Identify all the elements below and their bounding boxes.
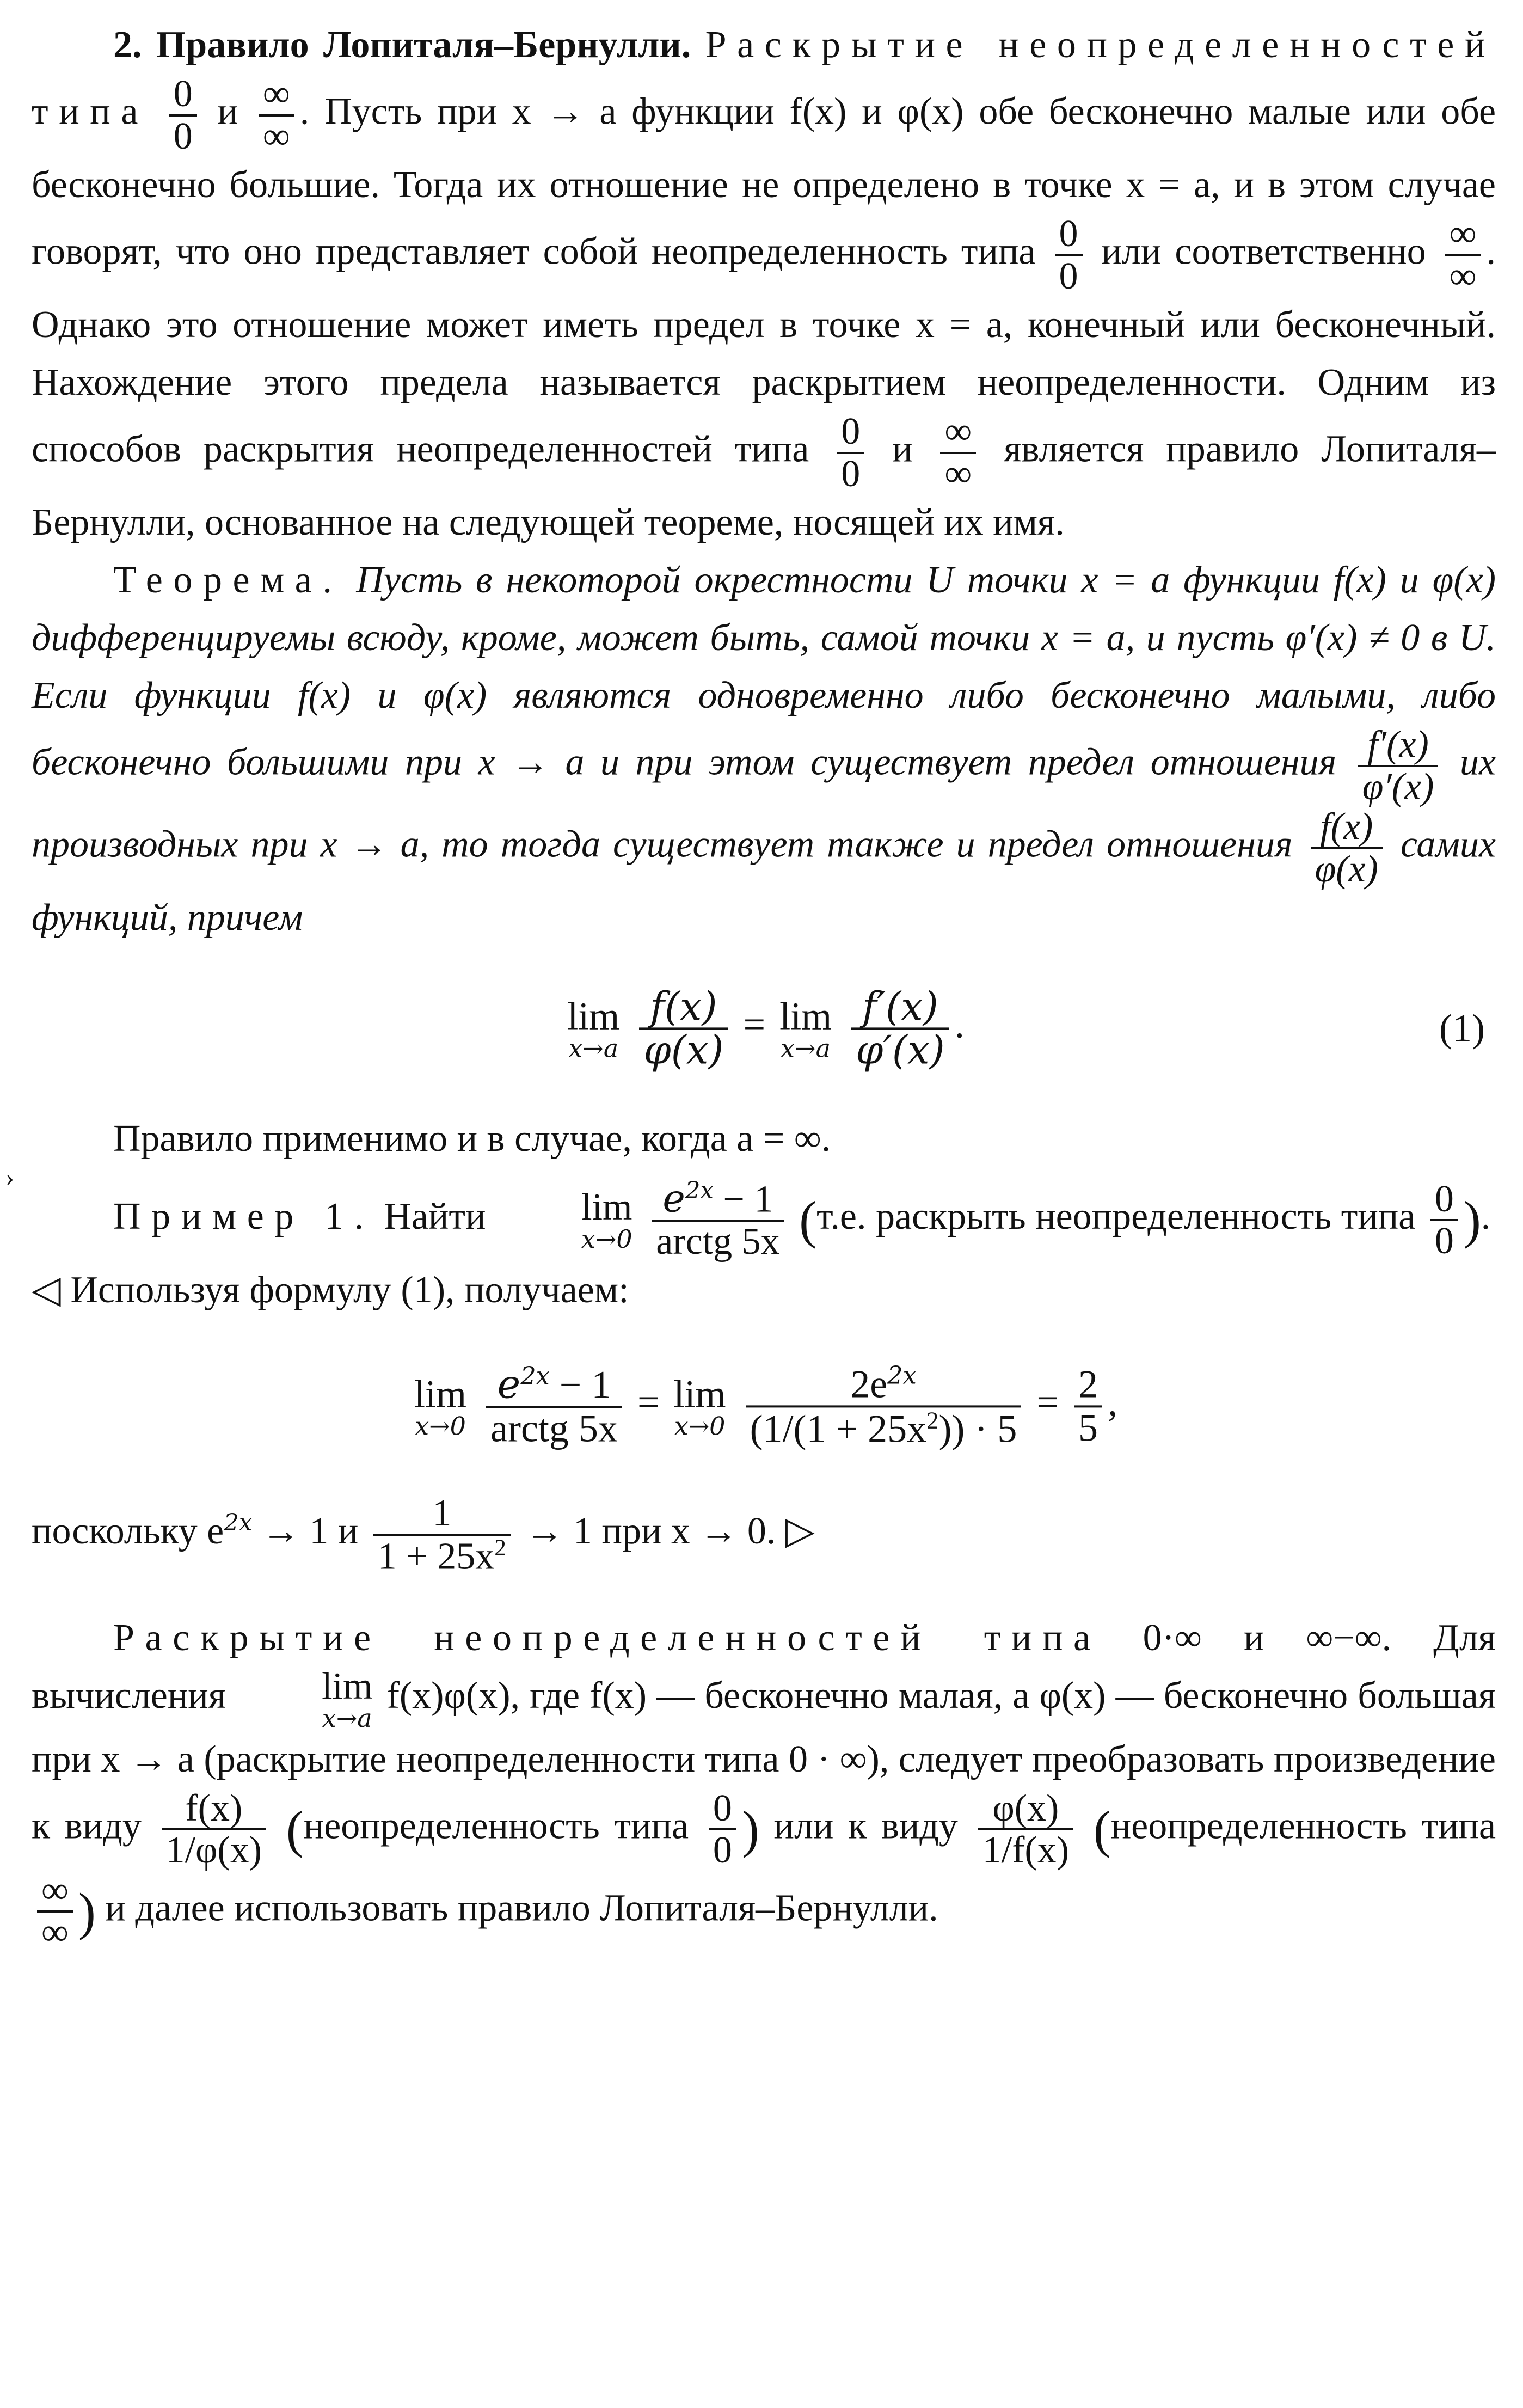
fraction-inf-over-inf: $\frac{\infty}{\infty}$ — [1445, 214, 1481, 296]
theorem-text-3: самих функций, причем — [32, 823, 1496, 939]
solution-start: ◁ Используя формулу (1), получаем: — [32, 1269, 629, 1312]
theorem-derivative-ratio: $\frac{f'(x)}{\varphi'(x)}$ — [1358, 725, 1439, 807]
formula-1-number: (1) — [1439, 1006, 1485, 1050]
fraction-zero-over-zero: $\frac{0}{0}$ — [169, 74, 197, 156]
fraction-inf-over-inf: $\frac{\infty}{\infty}$ — [259, 74, 294, 156]
example-fraction: $\frac{e^{2x} - 1}{\text{arctg 5x}}$ — [652, 1179, 784, 1261]
formula-2: lim x→0 $\frac{e^{2x} - 1}{\text{arctg 5x}}$ = lim x→0 $\frac{2e^{2x}}{(1/(1 + 25x^2)) \cdot 5}$ = $\frac{2}{5}$ , — [414, 1361, 1117, 1451]
fraction-inf-over-inf: $\frac{\infty}{\infty}$ — [940, 412, 976, 494]
indeterminacy-spaced: Раскрытие неопределенностей типа — [113, 1616, 1101, 1659]
limit-operator: lim x→a — [322, 1665, 373, 1733]
page — [5, 16, 1496, 1954]
fraction-zero-over-zero: $\frac{0}{0}$ — [1430, 1179, 1458, 1261]
formula-1: lim x→a $\frac{f(x)}{\varphi(x)}$ = lim x→a $\frac{f'(x)}{\varphi'(x)}$ . (1) — [567, 983, 1485, 1073]
theorem-paragraph — [32, 552, 1496, 947]
theorem-text-2: их производных при x → a, то тогда существует также и предел отношения — [32, 741, 1496, 866]
example-paragraph: Пример 1. Найти lim x→0 $\frac{e^{2x} - 1}{\text{arctg 5x}}$ (т.е. раскрыть неопределенность типа $\frac{0}{0}$ ). — [113, 1176, 1491, 1263]
formula-2-left-fraction: $\frac{e^{2x} - 1}{\text{arctg 5x}}$ — [486, 1364, 622, 1449]
fraction-inf-over-inf: $\frac{\infty}{\infty}$ — [37, 1871, 73, 1953]
formula-1-left-fraction: $\frac{f(x)}{\varphi(x)}$ — [639, 986, 728, 1070]
example-paren-text: т.е. раскрыть неопределенность — [816, 1196, 1332, 1238]
theorem-text-1: Пусть в некоторой окрестности U точки x = a функции f(x) и φ(x) дифференцируемы всюду, кроме, может быть, самой точки x = a, и пусть φ′(x) ≠ 0 в U. Если функции f(x) и φ(x) являются одновременно либо бесконечно малыми, либо бесконечно большими при x → a и при этом существует предел отношения — [32, 559, 1496, 783]
fraction-zero-over-zero: $\frac{0}{0}$ — [709, 1788, 736, 1871]
example-label: Пример 1. — [113, 1196, 374, 1238]
intro-text-a: . Пусть при x → a функции f(x) и φ(x) обе бесконечно малые или обе бесконечно большие. Тогда их отношение не определено в точке x = a, и в этом случае говорят, что оно представляет собой неопределенность типа — [32, 90, 1496, 273]
indeterminacy-fraction-1: $\frac{f(x)}{1/\varphi(x)}$ — [162, 1788, 266, 1871]
rule-note: Правило применимо и в случае, когда a = ∞. — [113, 1118, 831, 1160]
limit-operator: lim x→a — [567, 994, 620, 1063]
intro-spaced-text: Раскрытие неопределенностей типа — [32, 24, 1496, 133]
intro-text-c: является правило Лопиталя–Бернулли, основанное на следующей теореме, носящей их имя. — [32, 428, 1496, 543]
indeterminacy-fraction-2: $\frac{\varphi(x)}{1/f(x)}$ — [978, 1788, 1073, 1871]
limit-operator: lim x→0 — [414, 1372, 467, 1441]
example-block — [5, 1163, 1496, 1319]
fraction-zero-over-zero: $\frac{0}{0}$ — [1055, 214, 1083, 296]
since-fraction: $\frac{1}{1 + 25x^2}$ — [373, 1493, 511, 1576]
intro-paragraph: 2. Правило Лопиталя–Бернулли. Раскрытие неопределенностей типа $\frac{0}{0}$ и $\frac{\infty}{\infty}$ . Пусть при x → a функции f(x) и φ(x) обе бесконечно малые или обе бесконечно большие. Тогда их отношение не определено в точке x = a, и в этом случае говорят, что оно представляет собой неопределенность типа $\frac{0}{0}$ или соответственно $\frac{\infty}{\infty}$ . Однако это отношение может иметь предел в точке x = a, конечный или бесконечный. Нахождение этого предела называется раскрытием неопределенности. Одним из способов раскрытия неопределенностей типа $\frac{0}{0}$ и $\frac{\infty}{\infty}$ является правило Лопиталя–Бернулли, основанное на следующей теореме, носящей их имя. — [32, 24, 1496, 543]
intro-text-b: . Однако это отношение может иметь предел в точке x = a, конечный или бесконечный. Нахождение этого предела называется раскрытием неопределенности. Одним из способов раскрытия неопределенностей типа — [32, 230, 1496, 470]
limit-operator: lim x→0 — [673, 1372, 726, 1441]
fraction-zero-over-zero: $\frac{0}{0}$ — [837, 412, 864, 494]
theorem-function-ratio: $\frac{f(x)}{\varphi(x)}$ — [1311, 807, 1383, 889]
section-heading: 2. Правило Лопиталя–Бернулли. — [113, 24, 691, 66]
margin-mark: › — [5, 1163, 14, 1192]
indeterminacy-paragraph: Раскрытие неопределенностей типа 0·∞ и ∞−∞. Для вычисления lim x→a f(x)φ(x), где f(x) — бесконечно малая, а φ(x) — бесконечно большая при x → a (раскрытие неопределенности типа 0 · ∞), следует преобразовать произведение к виду $\frac{f(x)}{1/\varphi(x)}$ (неопределенность типа $\frac{0}{0}$ ) или к виду $\frac{\varphi(x)}{1/f(x)}$ (неопределенность типа $\frac{\infty}{\infty}$ ) и далее использовать правило Лопиталя–Бернулли. — [32, 1616, 1496, 1954]
limit-operator: lim x→a — [779, 994, 832, 1063]
limit-operator: lim x→0 — [581, 1186, 632, 1254]
formula-2-result: $\frac{2}{5}$ — [1074, 1364, 1102, 1449]
intro-text-or: или соответственно — [1101, 230, 1426, 273]
formula-1-right-fraction: $\frac{f'(x)}{\varphi'(x)}$ — [851, 986, 949, 1070]
theorem-label: Теорема. — [113, 559, 343, 601]
since-line: поскольку $e^{2x} \to 1$ и $\frac{1}{1 + 25x^2}$ → 1 при x → 0. ▷ — [32, 1492, 815, 1578]
formula-2-middle-fraction: $\frac{2e^{2x}}{(1/(1 + 25x^2)) \cdot 5}$ — [746, 1363, 1022, 1450]
